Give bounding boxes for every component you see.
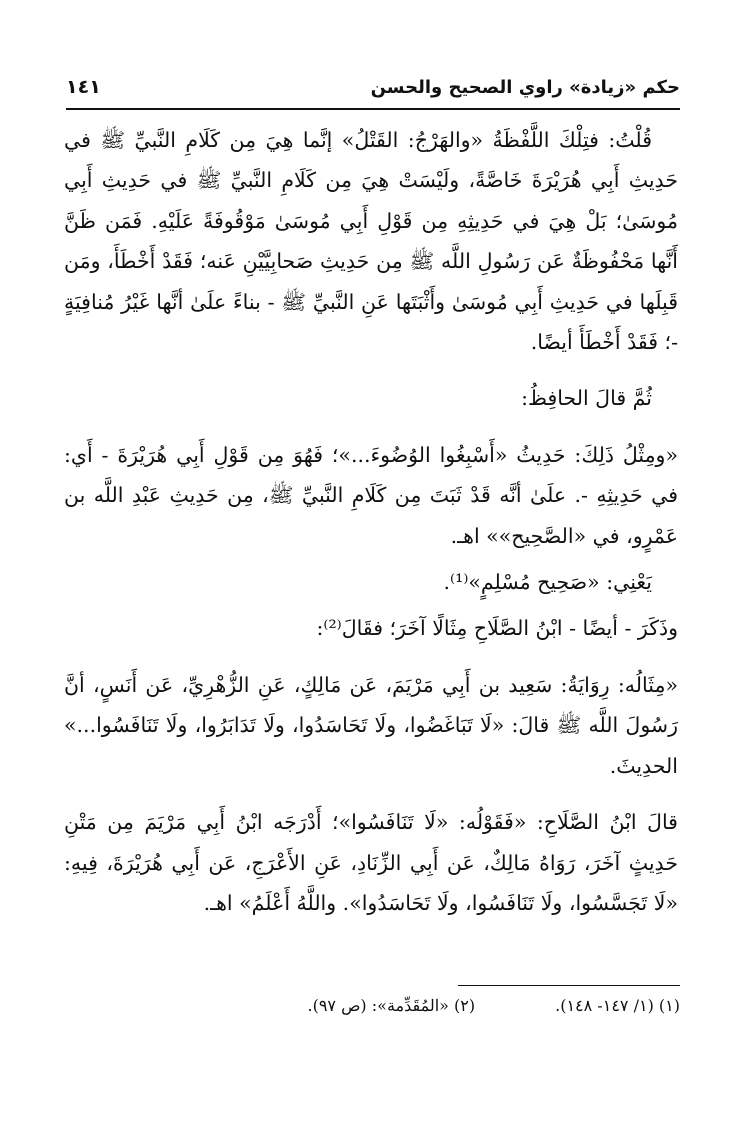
footnote-rule xyxy=(458,985,680,986)
paragraph-muslim-ref: يَعْنِي: «صَحِيح مُسْلِمٍ»⁽¹⁾. xyxy=(443,570,652,595)
paragraph-hafiz-intro: ثُمَّ قالَ الحافِظُ: xyxy=(521,386,652,411)
footnotes xyxy=(66,993,680,1019)
footnote-2: (٢) «المُقَدِّمة»: (ص ٩٧). xyxy=(307,996,476,1015)
footnote-1: (١) (١/ ١٤٧- ١٤٨). xyxy=(555,996,680,1015)
paragraph-example-quote: «مِثَالُه: رِوَايَةُ: سَعِيد بن أَبِي مَرْيَمَ، عَن مَالِكٍ، عَنِ الزُّهْرِيِّ، عَن أَنَسٍ، أنَّ رَسُولَ اللَّه ﷺ قالَ: «لَا تَبَاغَضُوا، ولَا تَحَاسَدُوا، ولَا تَدَابَرُوا، ولَا تَنَافَسُوا...» الحدِيثَ. xyxy=(64,672,678,778)
paragraph-hafiz-quote: «ومِثْلُ ذَلِكَ: حَدِيثُ «أَسْبِغُوا الوُضُوءَ...»؛ فَهُوَ مِن قَوْلِ أَبِي هُرَيْرَةَ - أَي: في حَدِيثِهِ -. علَىٰ أنَّه قَدْ ثَبَتَ مِن كَلَامِ النَّبيِّ ﷺ، مِن حَدِيثِ عَبْدِ اللَّه بن عَمْرٍو، في «الصَّحِيح»» اهـ. xyxy=(64,442,678,548)
paragraph-ibn-salah-comment: قالَ ابْنُ الصَّلَاحِ: «فَقَوْلُه: «لَا تَنَافَسُوا»؛ أَدْرَجَه ابْنُ أَبِي مَرْيَمَ مِن مَتْنِ حَدِيثٍ آخَرَ، رَوَاهُ مَالِكٌ، عَن أَبِي الزِّنَادِ، عَنِ الأَعْرَجِ، عَن أَبِي هُرَيْرَةَ، فِيهِ: «لَا تَجَسَّسُوا، ولَا تَنَافَسُوا، ولَا تَحَاسَدُوا». واللَّهُ أَعْلَمُ» اهـ. xyxy=(64,810,678,915)
body-text xyxy=(64,120,678,923)
paragraph-ibn-salah-intro: وذَكَرَ - أيضًا - ابْنُ الصَّلَاحِ مِثَالًا آخَرَ؛ فقَالَ⁽²⁾: xyxy=(316,616,678,641)
page-number: ١٤١ xyxy=(66,76,101,98)
running-title: حكم «زيادة» راوي الصحيح والحسن xyxy=(370,76,680,98)
header-rule xyxy=(66,108,680,110)
running-head xyxy=(66,72,680,102)
paragraph-commentary: قُلْتُ: فتِلْكَ اللَّفْظَةُ «والهَرْجُ: القَتْلُ» إنَّما هِيَ مِن كَلَامِ النَّبيِّ ﷺ في حَدِيثِ أَبِي هُرَيْرَةَ خَاصَّةً، ولَيْسَتْ هِيَ مِن كَلَامِ النَّبيِّ ﷺ في حَدِيثِ أَبِي مُوسَىٰ؛ بَلْ هِيَ في حَدِيثِهِ مِن قَوْلِ أَبِي مُوسَىٰ مَوْقُوفَةً عَلَيْهِ. فَمَن ظَنَّ أَنَّها مَحْفُوظَةٌ عَن رَسُولِ اللَّه ﷺ مِن حَدِيثِ صَحابِيَّيْنِ عَنه؛ فَقَدْ أَخْطَأَ، ومَن قَبِلَها في حَدِيثِ أَبِي مُوسَىٰ وأَثْبَتَها عَنِ النَّبيِّ ﷺ - بناءً علَىٰ أنَّها غَيْرُ مُنافِيَةٍ -؛ فَقَدْ أَخْطَأَ أيضًا. xyxy=(64,128,678,355)
